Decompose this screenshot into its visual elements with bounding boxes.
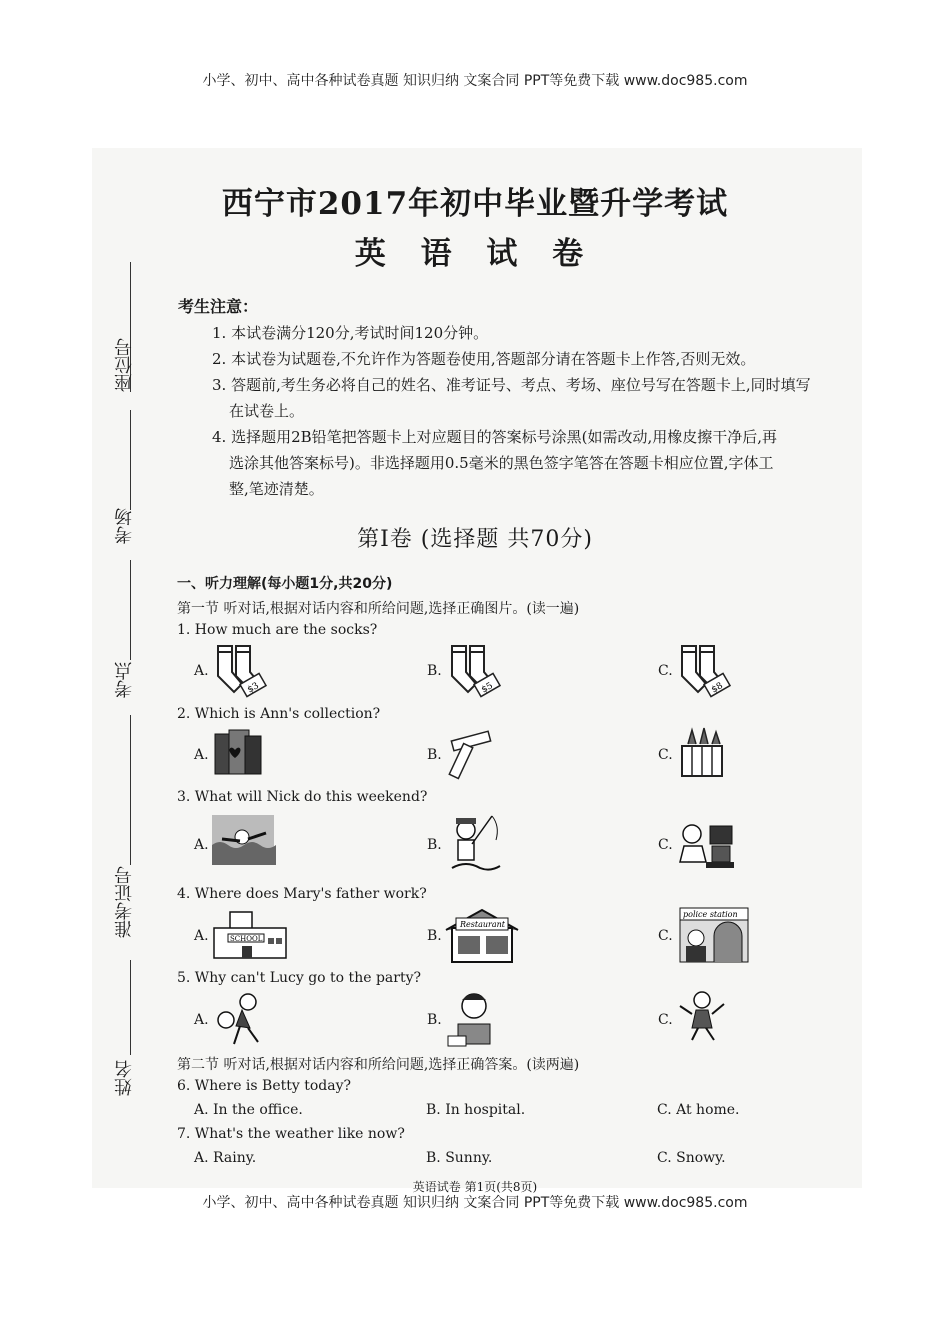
socks-image	[446, 642, 502, 698]
girl-playing-image	[212, 992, 272, 1046]
police-station-image	[678, 904, 750, 964]
binding-label-name: 姓名	[114, 1060, 135, 1096]
option-a: A. In the office.	[194, 1102, 303, 1118]
notice-item: 3. 答题前,考生务必将自己的姓名、准考证号、考点、考场、座位号写在答题卡上,同时填写	[212, 376, 811, 394]
notice-title: 考生注意：	[178, 297, 259, 316]
option-c: C.	[658, 928, 673, 944]
socks-image	[212, 642, 268, 698]
notice-item: 1. 本试卷满分120分,考试时间120分钟。	[212, 324, 489, 342]
option-a: A.	[194, 928, 209, 944]
restaurant-sign: Restaurant	[460, 920, 505, 929]
part-title: 一、听力理解(每小题1分,共20分)	[177, 576, 393, 592]
question-5: 5. Why can't Lucy go to the party?	[177, 970, 421, 986]
question-4: 4. Where does Mary's father work?	[177, 886, 427, 902]
notice-item: 2. 本试卷为试题卷,不允许作为答题卷使用,答题部分请在答题卡上作答,否则无效。	[212, 350, 756, 368]
option-b: B. Sunny.	[426, 1150, 493, 1166]
books-image	[213, 728, 265, 778]
question-2: 2. Which is Ann's collection?	[177, 706, 381, 722]
footer-banner: 小学、初中、高中各种试卷真题 知识归纳 文案合同 PPT等免费下载 www.doc985.com	[202, 1195, 748, 1211]
header-banner: 小学、初中、高中各种试卷真题 知识归纳 文案合同 PPT等免费下载 www.doc985.com	[202, 73, 748, 89]
binding-line	[130, 715, 131, 865]
binding-label-site: 考点	[114, 662, 135, 698]
option-c: C. Snowy.	[657, 1150, 726, 1166]
binding-label-room: 考场	[114, 508, 135, 544]
question-7: 7. What's the weather like now?	[177, 1126, 405, 1142]
binding-line	[130, 410, 131, 510]
option-a: A.	[194, 663, 209, 679]
subsection-1-title: 第一节 听对话,根据对话内容和所给问题,选择正确图片。(读一遍)	[177, 601, 580, 617]
section-heading: 第Ⅰ卷 (选择题 共70分)	[357, 527, 593, 552]
pencils-image	[678, 726, 726, 780]
question-1: 1. How much are the socks?	[177, 622, 378, 638]
notice-item: 4. 选择题用2B铅笔把答题卡上对应题目的答案标号涂黑(如需改动,用橡皮擦干净后,再	[212, 428, 778, 446]
option-a: A.	[194, 837, 209, 853]
option-b: B.	[427, 837, 442, 853]
option-c: C. At home.	[657, 1102, 740, 1118]
option-a: A.	[194, 1012, 209, 1028]
notice-item: 整,笔迹清楚。	[229, 480, 324, 498]
rulers-image	[446, 728, 494, 780]
notice-item: 在试卷上。	[229, 402, 305, 420]
option-b: B.	[427, 747, 442, 763]
price-tag-c: $8	[709, 681, 725, 696]
socks-image	[676, 642, 732, 698]
subsection-2-title: 第二节 听对话,根据对话内容和所给问题,选择正确答案。(读两遍)	[177, 1057, 580, 1073]
fishing-image	[444, 810, 504, 876]
girl-reading-image	[446, 990, 502, 1048]
price-tag-b: $5	[479, 681, 495, 696]
option-a: A.	[194, 747, 209, 763]
option-c: C.	[658, 1012, 673, 1028]
binding-line	[130, 560, 131, 660]
binding-label-seat: 座位号	[114, 338, 135, 392]
option-c: C.	[658, 663, 673, 679]
question-6: 6. Where is Betty today?	[177, 1078, 352, 1094]
restaurant-image	[444, 906, 520, 964]
binding-label-id: 准考证号	[114, 866, 135, 938]
binding-line	[130, 960, 131, 1055]
option-b: B.	[427, 663, 442, 679]
price-tag-a: $3	[245, 681, 261, 696]
option-b: B. In hospital.	[426, 1102, 526, 1118]
page-number: 英语试卷 第1页(共8页)	[412, 1180, 538, 1194]
option-b: B.	[427, 1012, 442, 1028]
option-c: C.	[658, 747, 673, 763]
police-sign: police station	[683, 910, 738, 919]
option-c: C.	[658, 837, 673, 853]
school-sign: SCHOOL	[230, 935, 263, 943]
notice-item: 选涂其他答案标号)。非选择题用0.5毫米的黑色签字笔答在答题卡相应位置,字体工	[229, 454, 774, 472]
swimming-image	[212, 815, 274, 865]
option-b: B.	[427, 928, 442, 944]
school-image	[212, 908, 288, 960]
girl-dancing-image	[678, 990, 734, 1042]
question-3: 3. What will Nick do this weekend?	[177, 789, 428, 805]
computer-game-image	[676, 816, 738, 872]
option-a: A. Rainy.	[194, 1150, 257, 1166]
exam-subtitle: 英 语 试 卷	[354, 236, 596, 272]
exam-title: 西宁市2017年初中毕业暨升学考试	[221, 186, 729, 222]
